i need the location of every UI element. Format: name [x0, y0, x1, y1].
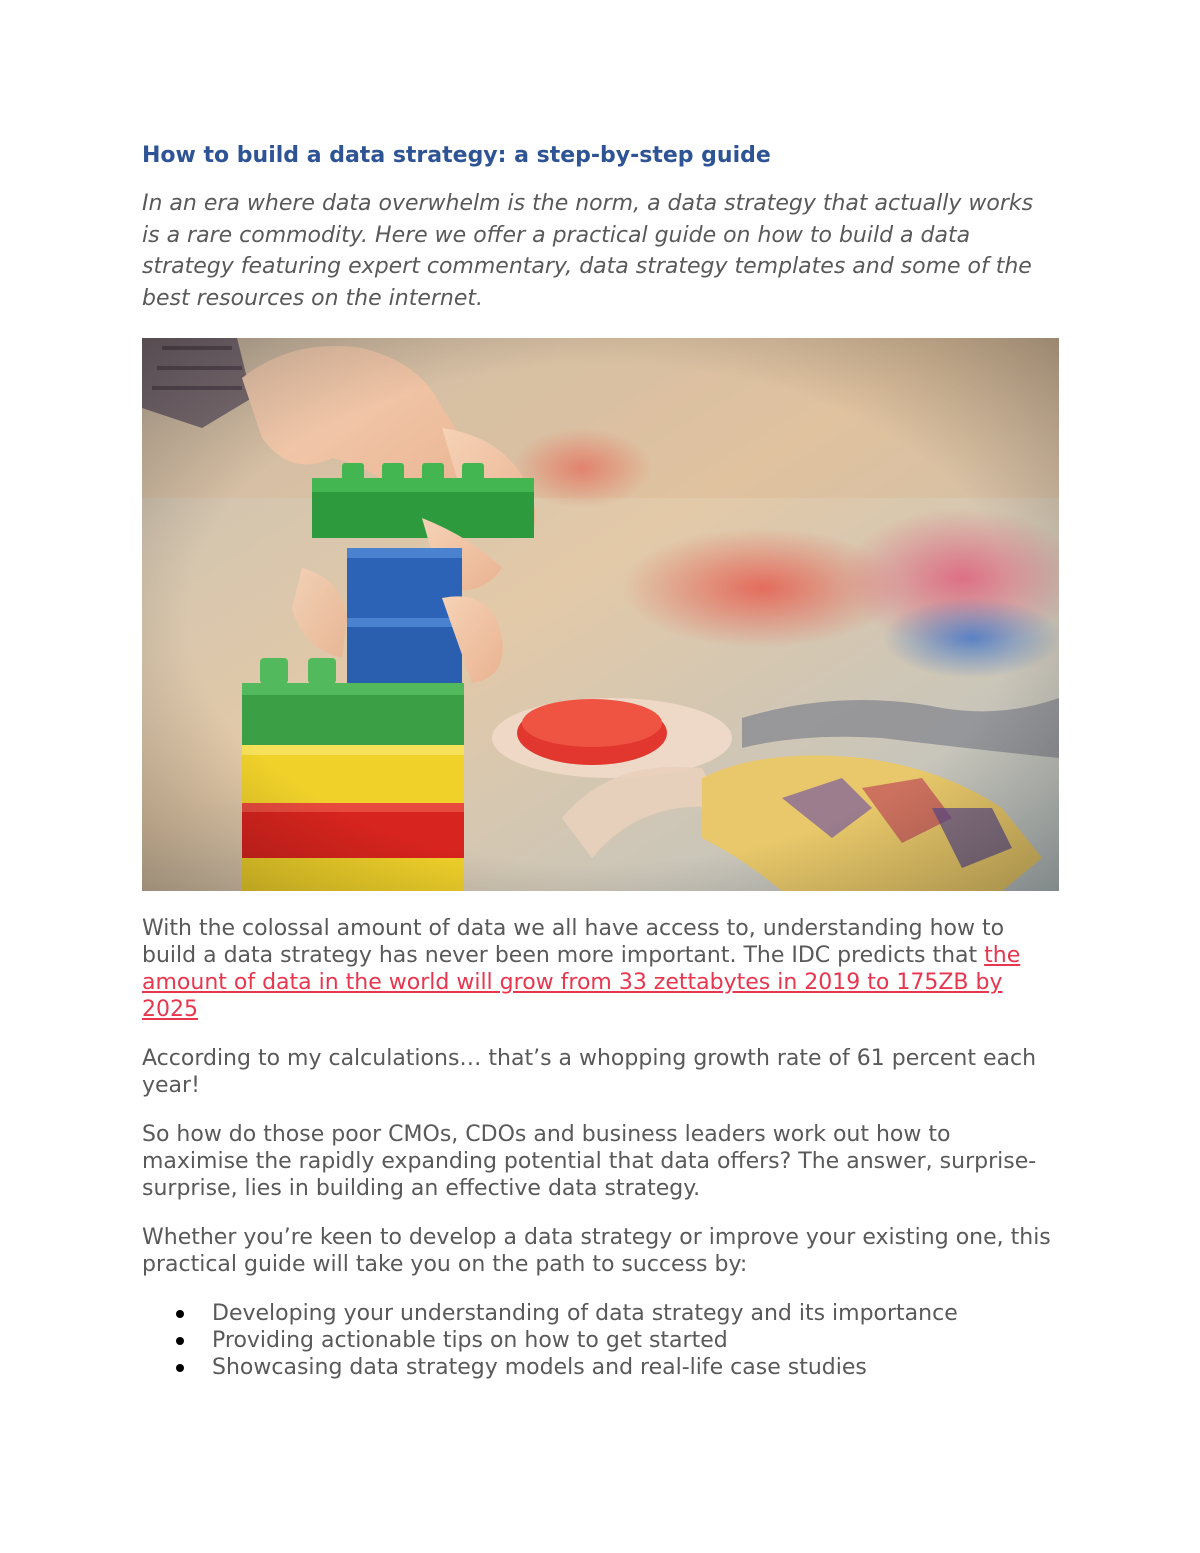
paragraph-idc-text: With the colossal amount of data we all have access to, understanding how to build a data strategy has never been more important. The IDC predicts that	[142, 916, 1005, 968]
document-page	[142, 140, 1062, 1381]
paragraph-idc	[142, 915, 1057, 1023]
bullet-icon	[176, 1310, 184, 1318]
article-intro: In an era where data overwhelm is the norm, a data strategy that actually works is a rare commodity. Here we offer a practical guide on how to build a data strategy featuring expert commentary, data strategy templates and some of the best resources on the internet.	[142, 191, 1034, 311]
article-title: How to build a data strategy: a step-by-step guide	[142, 143, 771, 168]
list-item-text: Showcasing data strategy models and real-life case studies	[212, 1355, 867, 1380]
bullet-icon	[176, 1337, 184, 1345]
benefits-list	[142, 1300, 1062, 1381]
bullet-icon	[176, 1364, 184, 1372]
list-item-text: Providing actionable tips on how to get started	[212, 1328, 728, 1353]
hero-image	[142, 338, 1059, 891]
paragraph-guide: Whether you’re keen to develop a data strategy or improve your existing one, this practical guide will take you on the path to success by:	[142, 1225, 1051, 1277]
idc-prediction-link[interactable]: the amount of data in the world will grow from 33 zettabytes in 2019 to 175ZB by 2025	[142, 943, 1021, 1022]
paragraph-leaders: So how do those poor CMOs, CDOs and business leaders work out how to maximise the rapidly expanding potential that data offers? The answer, surprise-surprise, lies in building an effective data strategy.	[142, 1122, 1037, 1201]
list-item	[212, 1354, 1062, 1381]
list-item-text: Developing your understanding of data strategy and its importance	[212, 1301, 958, 1326]
list-item	[212, 1300, 1062, 1327]
list-item	[212, 1327, 1062, 1354]
paragraph-growth: According to my calculations… that’s a whopping growth rate of 61 percent each year!	[142, 1046, 1037, 1098]
